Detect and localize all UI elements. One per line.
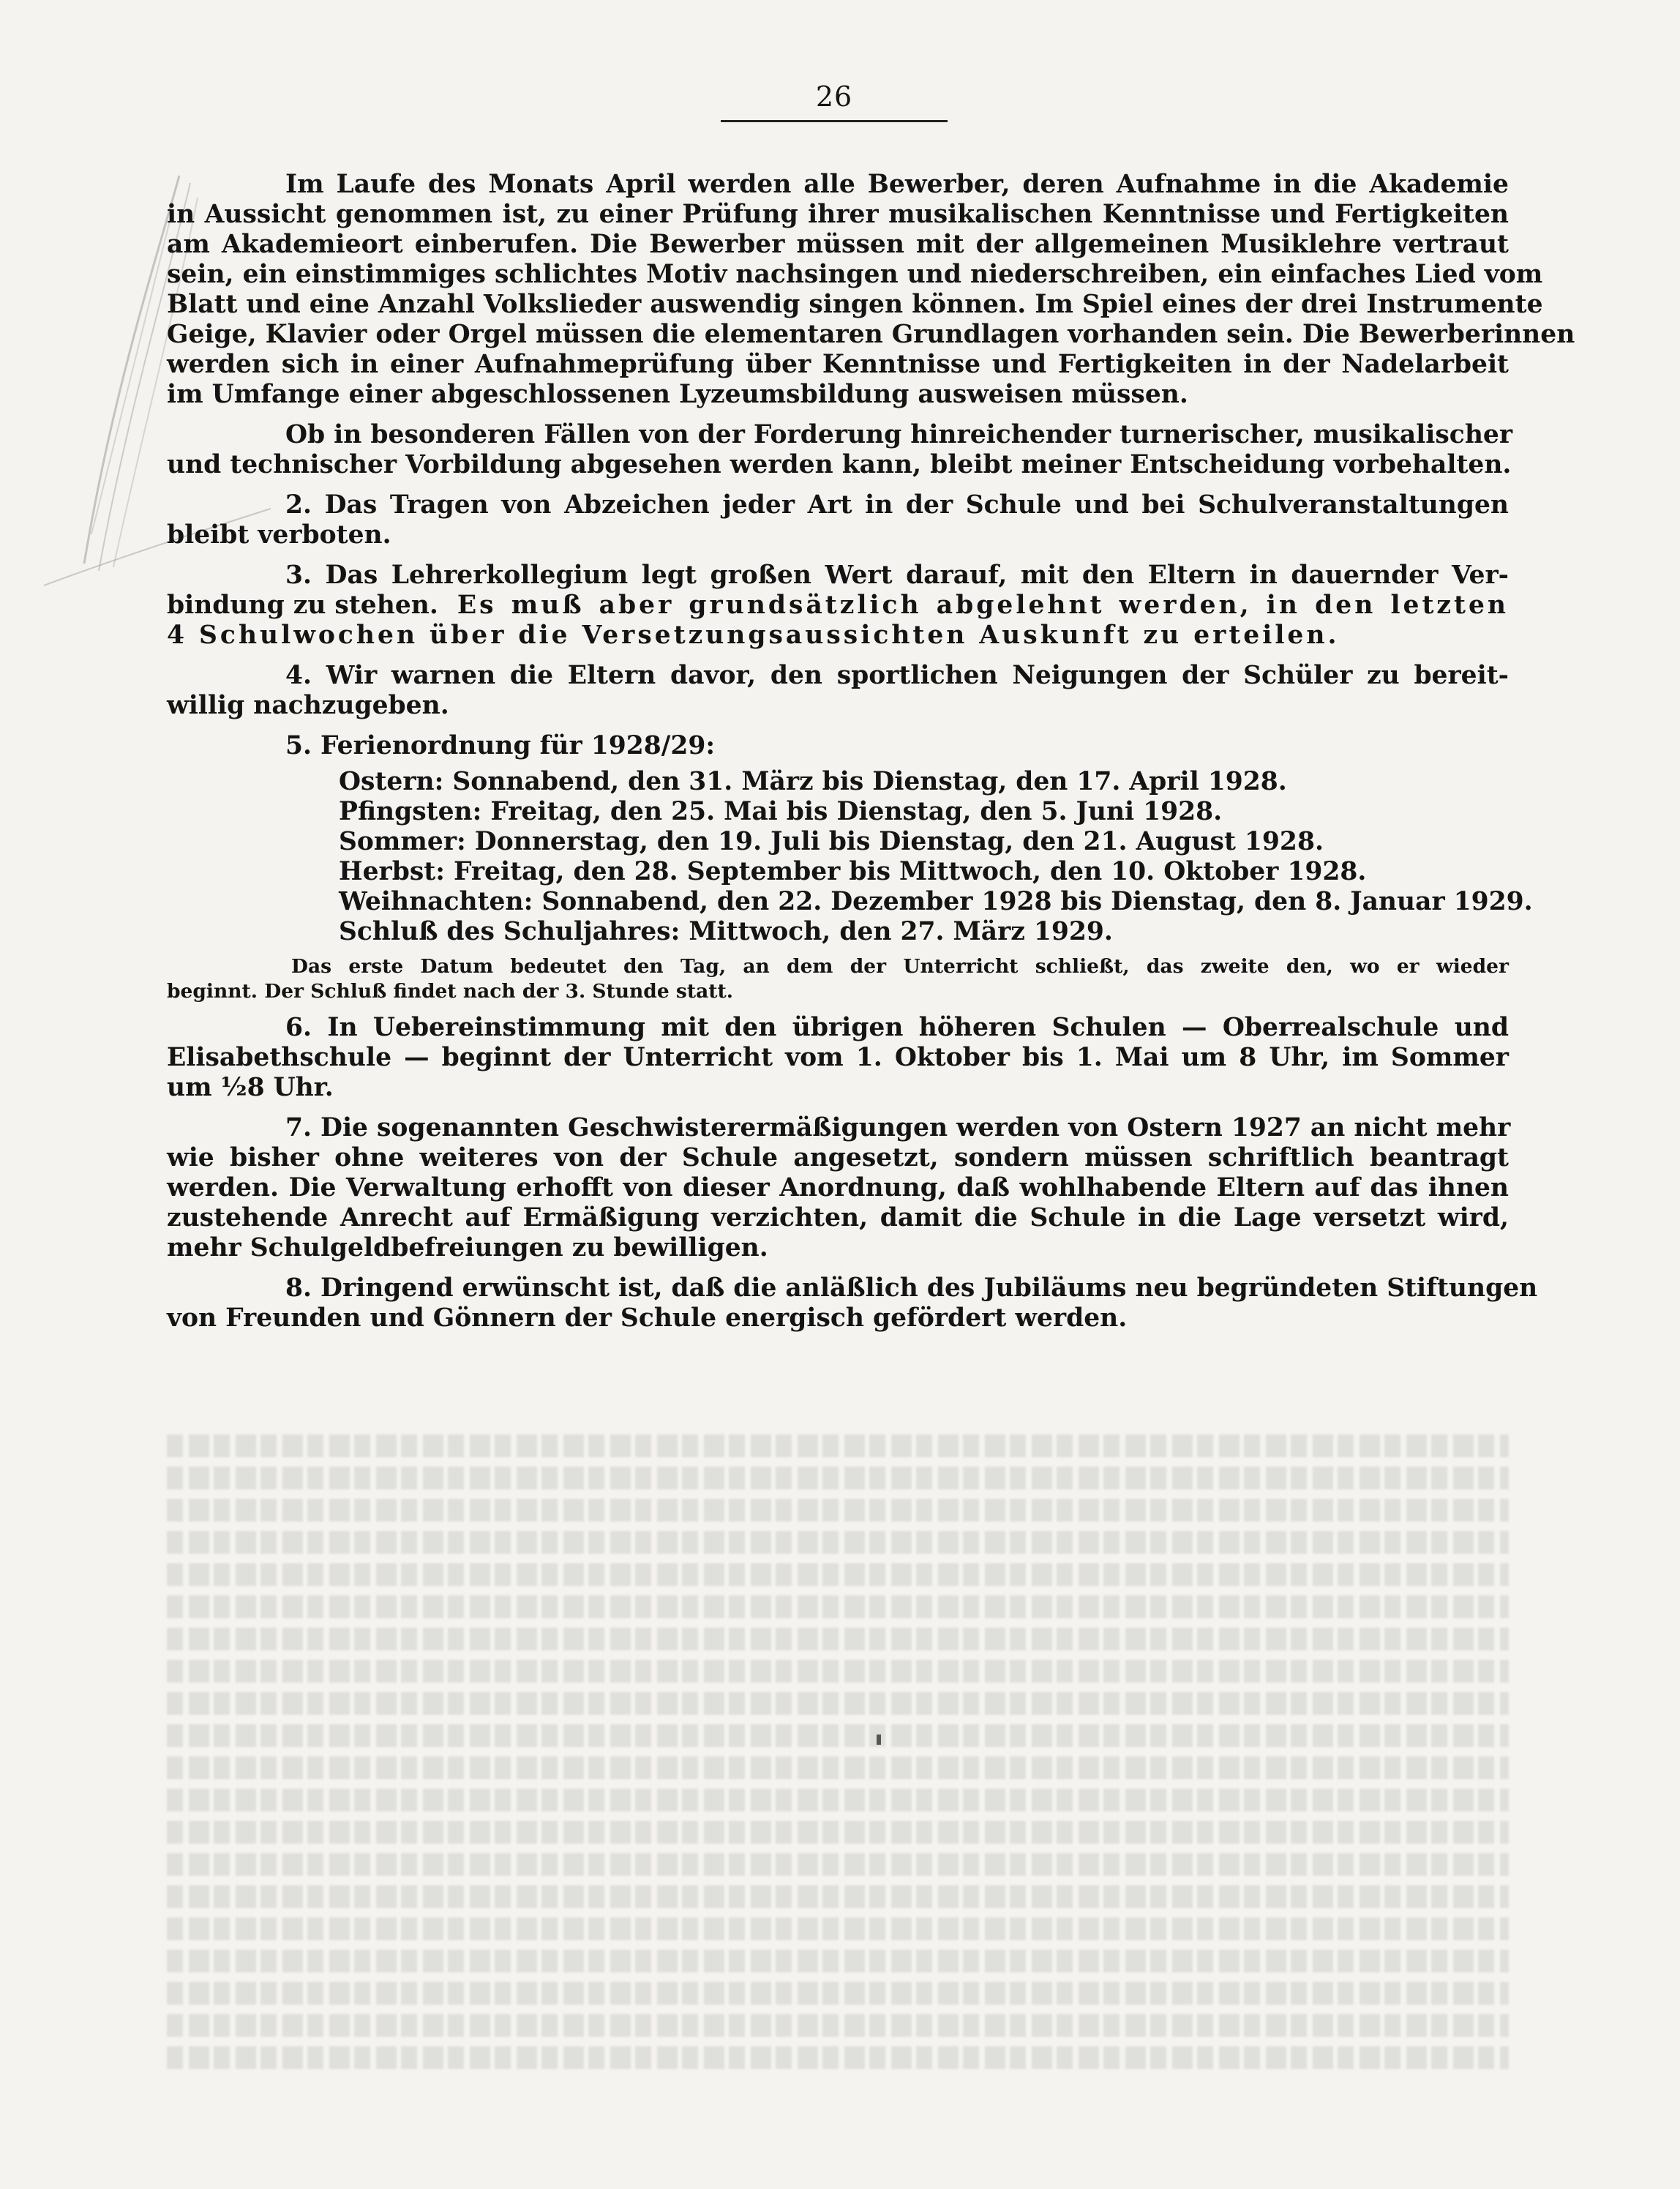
holiday-note	[167, 954, 1509, 1004]
paragraph-holidays	[167, 731, 1533, 947]
paragraph-school-hours	[167, 1013, 1509, 1103]
text-line: wie bisher ohne weiteres von der Schule angesetzt, sondern müssen schriftlich beantragt	[167, 1143, 1509, 1172]
paragraph-exceptions	[167, 420, 1513, 480]
text-line: zustehende Anrecht auf Ermäßigung verzichten, damit die Schule in die Lage versetzt wird,	[167, 1203, 1509, 1232]
ink-speck	[877, 1735, 881, 1745]
text-line: 3. Das Lehrerkollegium legt großen Wert darauf, mit den Eltern in dauernder Ver-	[285, 561, 1509, 590]
page-number: 26	[815, 81, 853, 113]
header-rule	[721, 120, 948, 122]
note-line: Das erste Datum bedeutet den Tag, an dem der Unterricht schließt, das zweite den, wo er wieder	[291, 955, 1509, 978]
holiday-line: Schluß des Schuljahres: Mittwoch, den 27. März 1929.	[339, 917, 1113, 946]
text-line: mehr Schulgeldbefreiungen zu bewilligen.	[167, 1233, 768, 1262]
text-line: werden. Die Verwaltung erhofft von dieser Anordnung, daß wohlhabende Eltern auf das ihnen	[167, 1173, 1509, 1202]
text-segment: bindung zu stehen.	[167, 591, 438, 620]
text-line: Im Laufe des Monats April werden alle Bewerber, deren Aufnahme in die Akademie	[285, 170, 1509, 199]
text-segment-spaced: Es muß aber grundsätzlich abgelehnt werden, in den letzten	[457, 591, 1509, 620]
text-line: 4 Schulwochen über die Versetzungsaussichten Auskunft zu erteilen.	[167, 621, 1340, 650]
text-line: von Freunden und Gönnern der Schule energisch gefördert werden.	[167, 1303, 1128, 1333]
text-line: Blatt und eine Anzahl Volkslieder auswendig singen können. Im Spiel eines der drei Instrumente	[167, 290, 1543, 319]
text-line: 6. In Uebereinstimmung mit den übrigen höheren Schulen — Oberrealschule und	[285, 1013, 1509, 1042]
text-line: werden sich in einer Aufnahmeprüfung über Kenntnisse und Fertigkeiten in der Nadelarbeit	[167, 350, 1509, 379]
paragraph-badges	[167, 490, 1509, 550]
note-line: beginnt. Der Schluß findet nach der 3. Stunde statt.	[167, 980, 733, 1003]
text-line: in Aussicht genommen ist, zu einer Prüfung ihrer musikalischen Kenntnisse und Fertigkeiten	[167, 200, 1509, 229]
text-line: am Akademieort einberufen. Die Bewerber müssen mit der allgemeinen Musiklehre vertraut	[167, 230, 1509, 259]
text-line: Elisabethschule — beginnt der Unterricht vom 1. Oktober bis 1. Mai um 8 Uhr, im Sommer	[167, 1043, 1509, 1072]
text-line: um ½8 Uhr.	[167, 1073, 334, 1102]
holiday-line: Herbst: Freitag, den 28. September bis Mittwoch, den 10. Oktober 1928.	[339, 857, 1367, 886]
text-line: und technischer Vorbildung abgesehen werden kann, bleibt meiner Entscheidung vorbehalten.	[167, 450, 1512, 479]
text-line: 4. Wir warnen die Eltern davor, den sportlichen Neigungen der Schüler zu bereit-	[285, 661, 1509, 690]
text-line: willig nachzugeben.	[167, 691, 449, 720]
paragraph-sports	[167, 661, 1509, 721]
bleed-through-texture	[167, 1434, 1509, 2093]
paragraph-teachers	[167, 561, 1509, 651]
paragraph-sibling-discount	[167, 1113, 1509, 1263]
holiday-line: Weihnachten: Sonnabend, den 22. Dezember 1928 bis Dienstag, den 8. Januar 1929.	[339, 887, 1533, 916]
paragraph-foundations	[167, 1273, 1538, 1333]
text-line: 7. Die sogenannten Geschwisterermäßigungen werden von Ostern 1927 an nicht mehr	[285, 1113, 1511, 1142]
text-line: im Umfange einer abgeschlossenen Lyzeumsbildung ausweisen müssen.	[167, 380, 1188, 409]
text-line: Geige, Klavier oder Orgel müssen die elementaren Grundlagen vorhanden sein. Die Bewerberinnen	[167, 320, 1575, 349]
text-line	[167, 591, 1509, 621]
text-line: sein, ein einstimmiges schlichtes Motiv nachsingen und niederschreiben, ein einfaches Lied vom	[167, 260, 1543, 289]
text-line: bleibt verboten.	[167, 520, 391, 550]
body-text	[167, 170, 1575, 1333]
text-line: 2. Das Tragen von Abzeichen jeder Art in der Schule und bei Schulveranstaltungen	[285, 490, 1509, 520]
holiday-line: Sommer: Donnerstag, den 19. Juli bis Dienstag, den 21. August 1928.	[339, 827, 1324, 856]
holiday-title: 5. Ferienordnung für 1928/29:	[285, 731, 716, 760]
holiday-line: Pfingsten: Freitag, den 25. Mai bis Dienstag, den 5. Juni 1928.	[339, 797, 1223, 826]
holiday-line: Ostern: Sonnabend, den 31. März bis Dienstag, den 17. April 1928.	[339, 767, 1287, 796]
text-line: 8. Dringend erwünscht ist, daß die anläßlich des Jubiläums neu begründeten Stiftungen	[285, 1273, 1538, 1303]
page-header	[717, 81, 951, 122]
paragraph-admission	[167, 170, 1575, 410]
text-line: Ob in besonderen Fällen von der Forderung hinreichender turnerischer, musikalischer	[285, 420, 1513, 449]
